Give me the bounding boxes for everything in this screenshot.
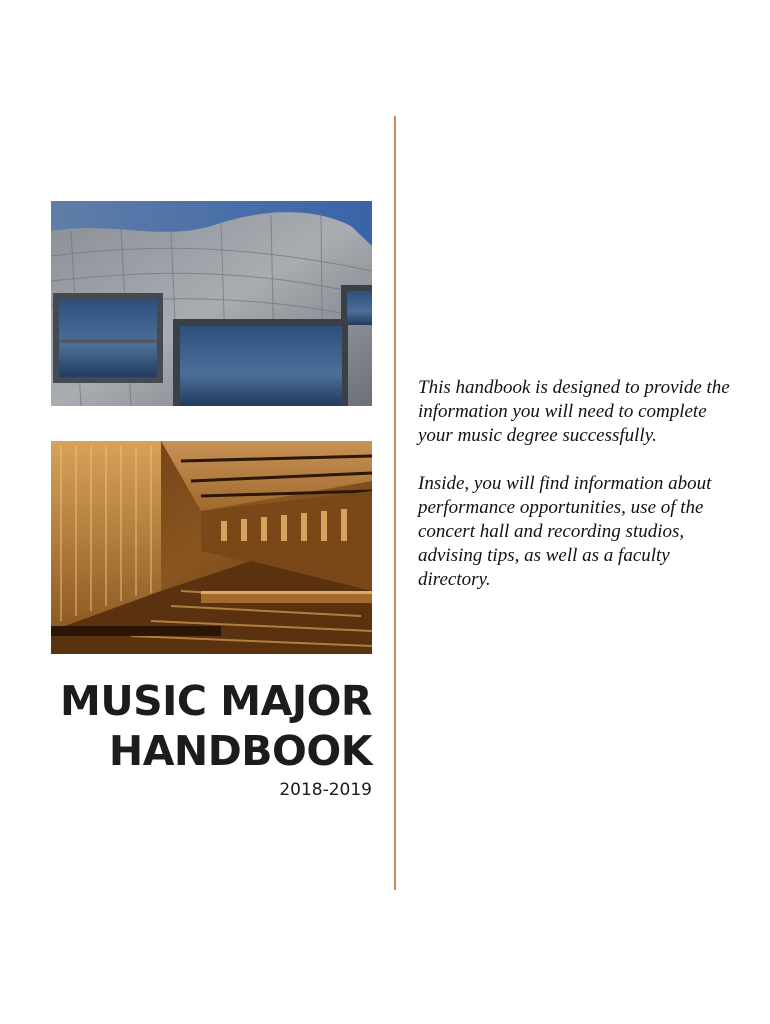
handbook-title-block xyxy=(60,676,372,800)
vertical-divider xyxy=(394,116,396,890)
intro-paragraph-1: This handbook is designed to provide the information you will need to complete your music degree successfully. xyxy=(418,377,730,446)
title-line-2: HANDBOOK xyxy=(108,727,372,775)
year-label: 2018-2019 xyxy=(279,780,372,800)
building-facade-photo xyxy=(51,201,372,406)
intro-text xyxy=(418,376,738,616)
title-line-1: MUSIC MAJOR xyxy=(60,677,372,725)
concert-hall-photo xyxy=(51,441,372,654)
intro-paragraph-2: Inside, you will find information about performance opportunities, use of the concert hall and recording studios, advising tips, as well as a faculty directory. xyxy=(418,473,712,590)
